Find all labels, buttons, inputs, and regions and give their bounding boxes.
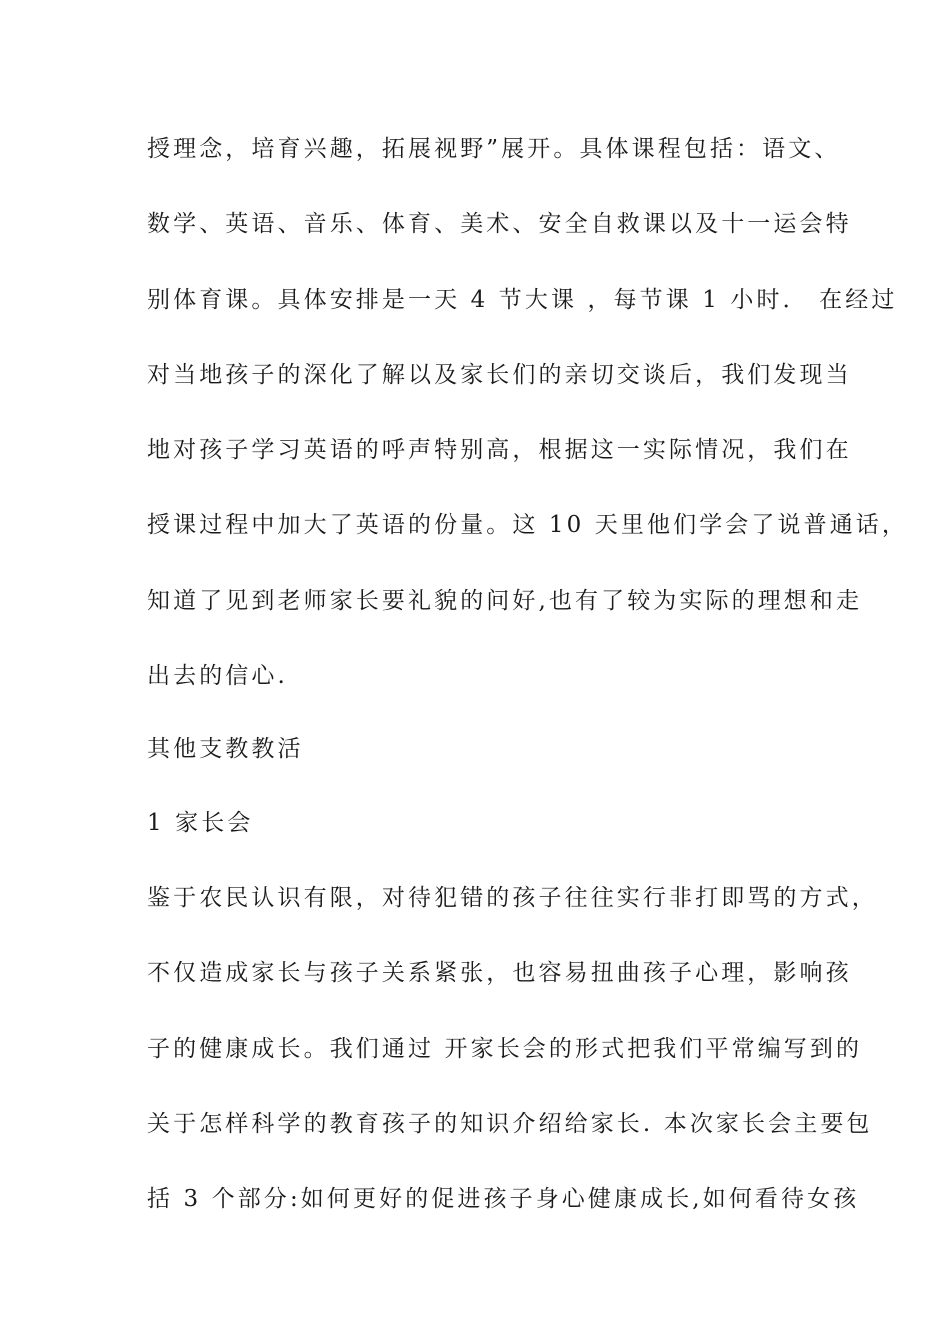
paragraph-line: 别体育课。具体安排是一天 4 节大课 ，每节课 1 小时． 在经过 xyxy=(147,287,898,313)
paragraph-line: 授理念，培育兴趣，拓展视野”展开。具体课程包括：语文、 xyxy=(147,136,841,162)
paragraph-line: 对当地孩子的深化了解以及家长们的亲切交谈后，我们发现当 xyxy=(147,362,852,388)
paragraph-line: 子的健康成长。我们通过 开家长会的形式把我们平常编写到的 xyxy=(147,1036,863,1062)
paragraph-line: 地对孩子学习英语的呼声特别高，根据这一实际情况，我们在 xyxy=(147,437,852,463)
paragraph-line: 知道了见到老师家长要礼貌的问好,也有了较为实际的理想和走 xyxy=(147,588,863,614)
paragraph-line: 出去的信心. xyxy=(147,663,288,689)
paragraph-line: 不仅造成家长与孩子关系紧张，也容易扭曲孩子心理，影响孩 xyxy=(147,960,852,986)
paragraph-line: 关于怎样科学的教育孩子的知识介绍给家长. 本次家长会主要包 xyxy=(147,1111,873,1137)
paragraph-line: 数学、英语、音乐、体育、美术、安全自救课以及十一运会特 xyxy=(147,211,852,237)
section-heading: 其他支教教活 xyxy=(147,736,304,762)
paragraph-line: 鉴于农民认识有限，对待犯错的孩子往往实行非打即骂的方式， xyxy=(147,885,878,911)
paragraph-line: 括 3 个部分:如何更好的促进孩子身心健康成长,如何看待女孩 xyxy=(147,1186,860,1212)
paragraph-line: 授课过程中加大了英语的份量。这 10 天里他们学会了说普通话， xyxy=(147,512,908,538)
subsection-heading: 1 家长会 xyxy=(147,810,254,836)
